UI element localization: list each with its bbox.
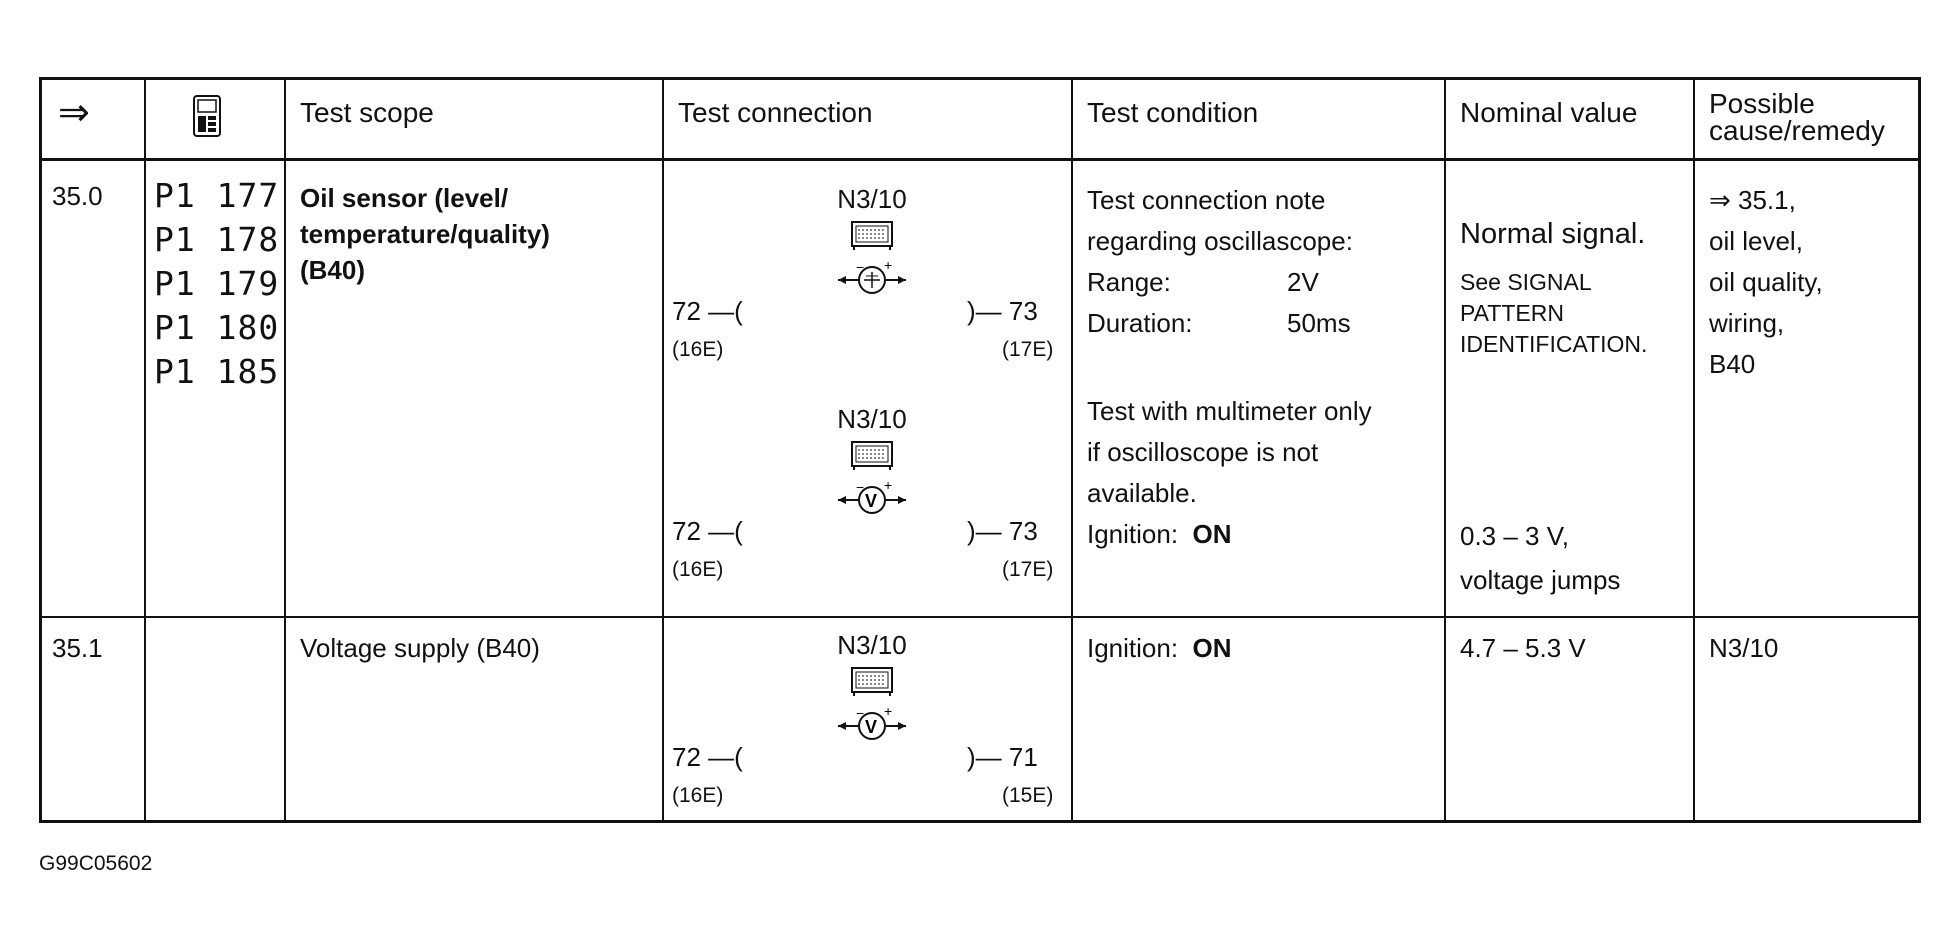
fault-code: P1 177 (154, 176, 280, 215)
note-line: See SIGNAL (1460, 269, 1592, 295)
step-number: 35.1 (52, 633, 103, 663)
fault-code: P1 178 (154, 220, 280, 259)
column-divider (1693, 80, 1695, 820)
header-nominal-value: Nominal value (1460, 97, 1638, 128)
scope-line: temperature/quality) (300, 219, 550, 249)
device-label: N3/10 (837, 404, 907, 434)
pin-right: )— 71 (967, 742, 1038, 772)
ignition-condition (1087, 630, 1232, 666)
pin-number: 72 (672, 296, 701, 326)
pin-number: 72 (672, 516, 701, 546)
pin-number: 73 (1008, 296, 1038, 326)
condition-range (1087, 262, 1437, 303)
signal-pattern-note (1460, 267, 1647, 360)
pin-right-sub: (17E) (1002, 558, 1054, 581)
header-cause-line2: cause/remedy (1709, 115, 1885, 146)
pin-number: 71 (1008, 742, 1038, 772)
test-connection-voltmeter (662, 616, 1071, 822)
test-connection-voltmeter (662, 390, 1071, 610)
pin-left: 72 —( (672, 296, 743, 326)
test-scope: Voltage supply (B40) (300, 633, 540, 663)
cause-line: ⇒ 35.1, (1709, 185, 1796, 215)
control-unit-icon (836, 220, 908, 310)
header-possible-cause (1709, 90, 1885, 144)
voltage-note: voltage jumps (1460, 565, 1621, 595)
duration-value: 50ms (1287, 308, 1351, 338)
header-divider (42, 158, 1918, 161)
scope-line: (B40) (300, 255, 366, 285)
pin-right: )— 73 (967, 296, 1038, 326)
test-condition (1087, 180, 1437, 344)
pin-number: 72 (672, 742, 701, 772)
figure-code: G99C05602 (39, 852, 153, 875)
test-scope (300, 180, 550, 288)
condition-line: Test with multimeter only (1087, 396, 1372, 426)
pin-left-sub: (16E) (672, 338, 724, 361)
ignition-label: Ignition: (1087, 519, 1179, 549)
arrow-symbol: ⇒ (58, 92, 90, 134)
pin-left: 72 —( (672, 516, 743, 546)
ignition-value: ON (1192, 633, 1232, 663)
cause-line: oil level, (1709, 226, 1803, 256)
column-divider (1071, 80, 1073, 820)
nominal-signal: Normal signal. (1460, 218, 1646, 250)
possible-cause: N3/10 (1709, 633, 1779, 663)
fault-code: P1 185 (154, 352, 280, 391)
nominal-voltage (1460, 514, 1620, 602)
pin-right-sub: (17E) (1002, 338, 1054, 361)
range-label: Range: (1087, 267, 1171, 297)
condition-line: if oscilloscope is not (1087, 437, 1319, 467)
note-line: IDENTIFICATION. (1460, 331, 1648, 357)
cause-line: B40 (1709, 349, 1756, 379)
svg-text:V: V (865, 717, 878, 737)
diagnostic-tester-icon (192, 94, 224, 147)
column-divider (1444, 80, 1446, 820)
step-number: 35.0 (52, 181, 103, 211)
svg-text:−: − (856, 259, 865, 275)
ignition-condition (1087, 514, 1442, 555)
svg-text:−: − (856, 705, 865, 721)
multimeter-note (1087, 391, 1442, 555)
header-cause-line1: Possible (1709, 88, 1815, 119)
cause-line: wiring, (1709, 308, 1785, 338)
pin-right: )— 73 (967, 516, 1038, 546)
svg-text:+: + (884, 703, 893, 719)
cause-line: oil quality, (1709, 267, 1823, 297)
pin-right-sub: (15E) (1002, 784, 1054, 807)
control-unit-icon (836, 440, 908, 530)
column-divider (144, 80, 146, 820)
header-test-scope: Test scope (300, 97, 434, 128)
fault-code: P1 179 (154, 264, 280, 303)
voltage-range: 0.3 – 3 V, (1460, 521, 1569, 551)
device-label: N3/10 (837, 630, 907, 660)
duration-label: Duration: (1087, 308, 1193, 338)
condition-line: regarding oscillascope: (1087, 226, 1353, 256)
header-test-condition: Test condition (1087, 97, 1259, 128)
header-test-connection: Test connection (678, 97, 873, 128)
ignition-value: ON (1192, 519, 1232, 549)
svg-text:+: + (884, 477, 893, 493)
scope-line: Oil sensor (level/ (300, 183, 509, 213)
pin-number: 73 (1008, 516, 1038, 546)
svg-text:−: − (856, 479, 865, 495)
condition-line: available. (1087, 478, 1197, 508)
column-divider (284, 80, 286, 820)
fault-code: P1 180 (154, 308, 280, 347)
pin-left-sub: (16E) (672, 784, 724, 807)
test-connection-oscilloscope (662, 170, 1071, 390)
condition-duration (1087, 303, 1437, 344)
control-unit-icon (836, 666, 908, 756)
nominal-voltage: 4.7 – 5.3 V (1460, 633, 1586, 663)
test-table (39, 77, 1921, 823)
pin-left: 72 —( (672, 742, 743, 772)
note-line: PATTERN (1460, 300, 1564, 326)
svg-text:+: + (884, 257, 893, 273)
device-label: N3/10 (837, 184, 907, 214)
range-value: 2V (1287, 267, 1319, 297)
condition-line: Test connection note (1087, 185, 1326, 215)
fault-codes (154, 174, 279, 394)
pin-left-sub: (16E) (672, 558, 724, 581)
possible-cause (1709, 180, 1823, 385)
svg-text:V: V (865, 491, 878, 511)
ignition-label: Ignition: (1087, 633, 1179, 663)
